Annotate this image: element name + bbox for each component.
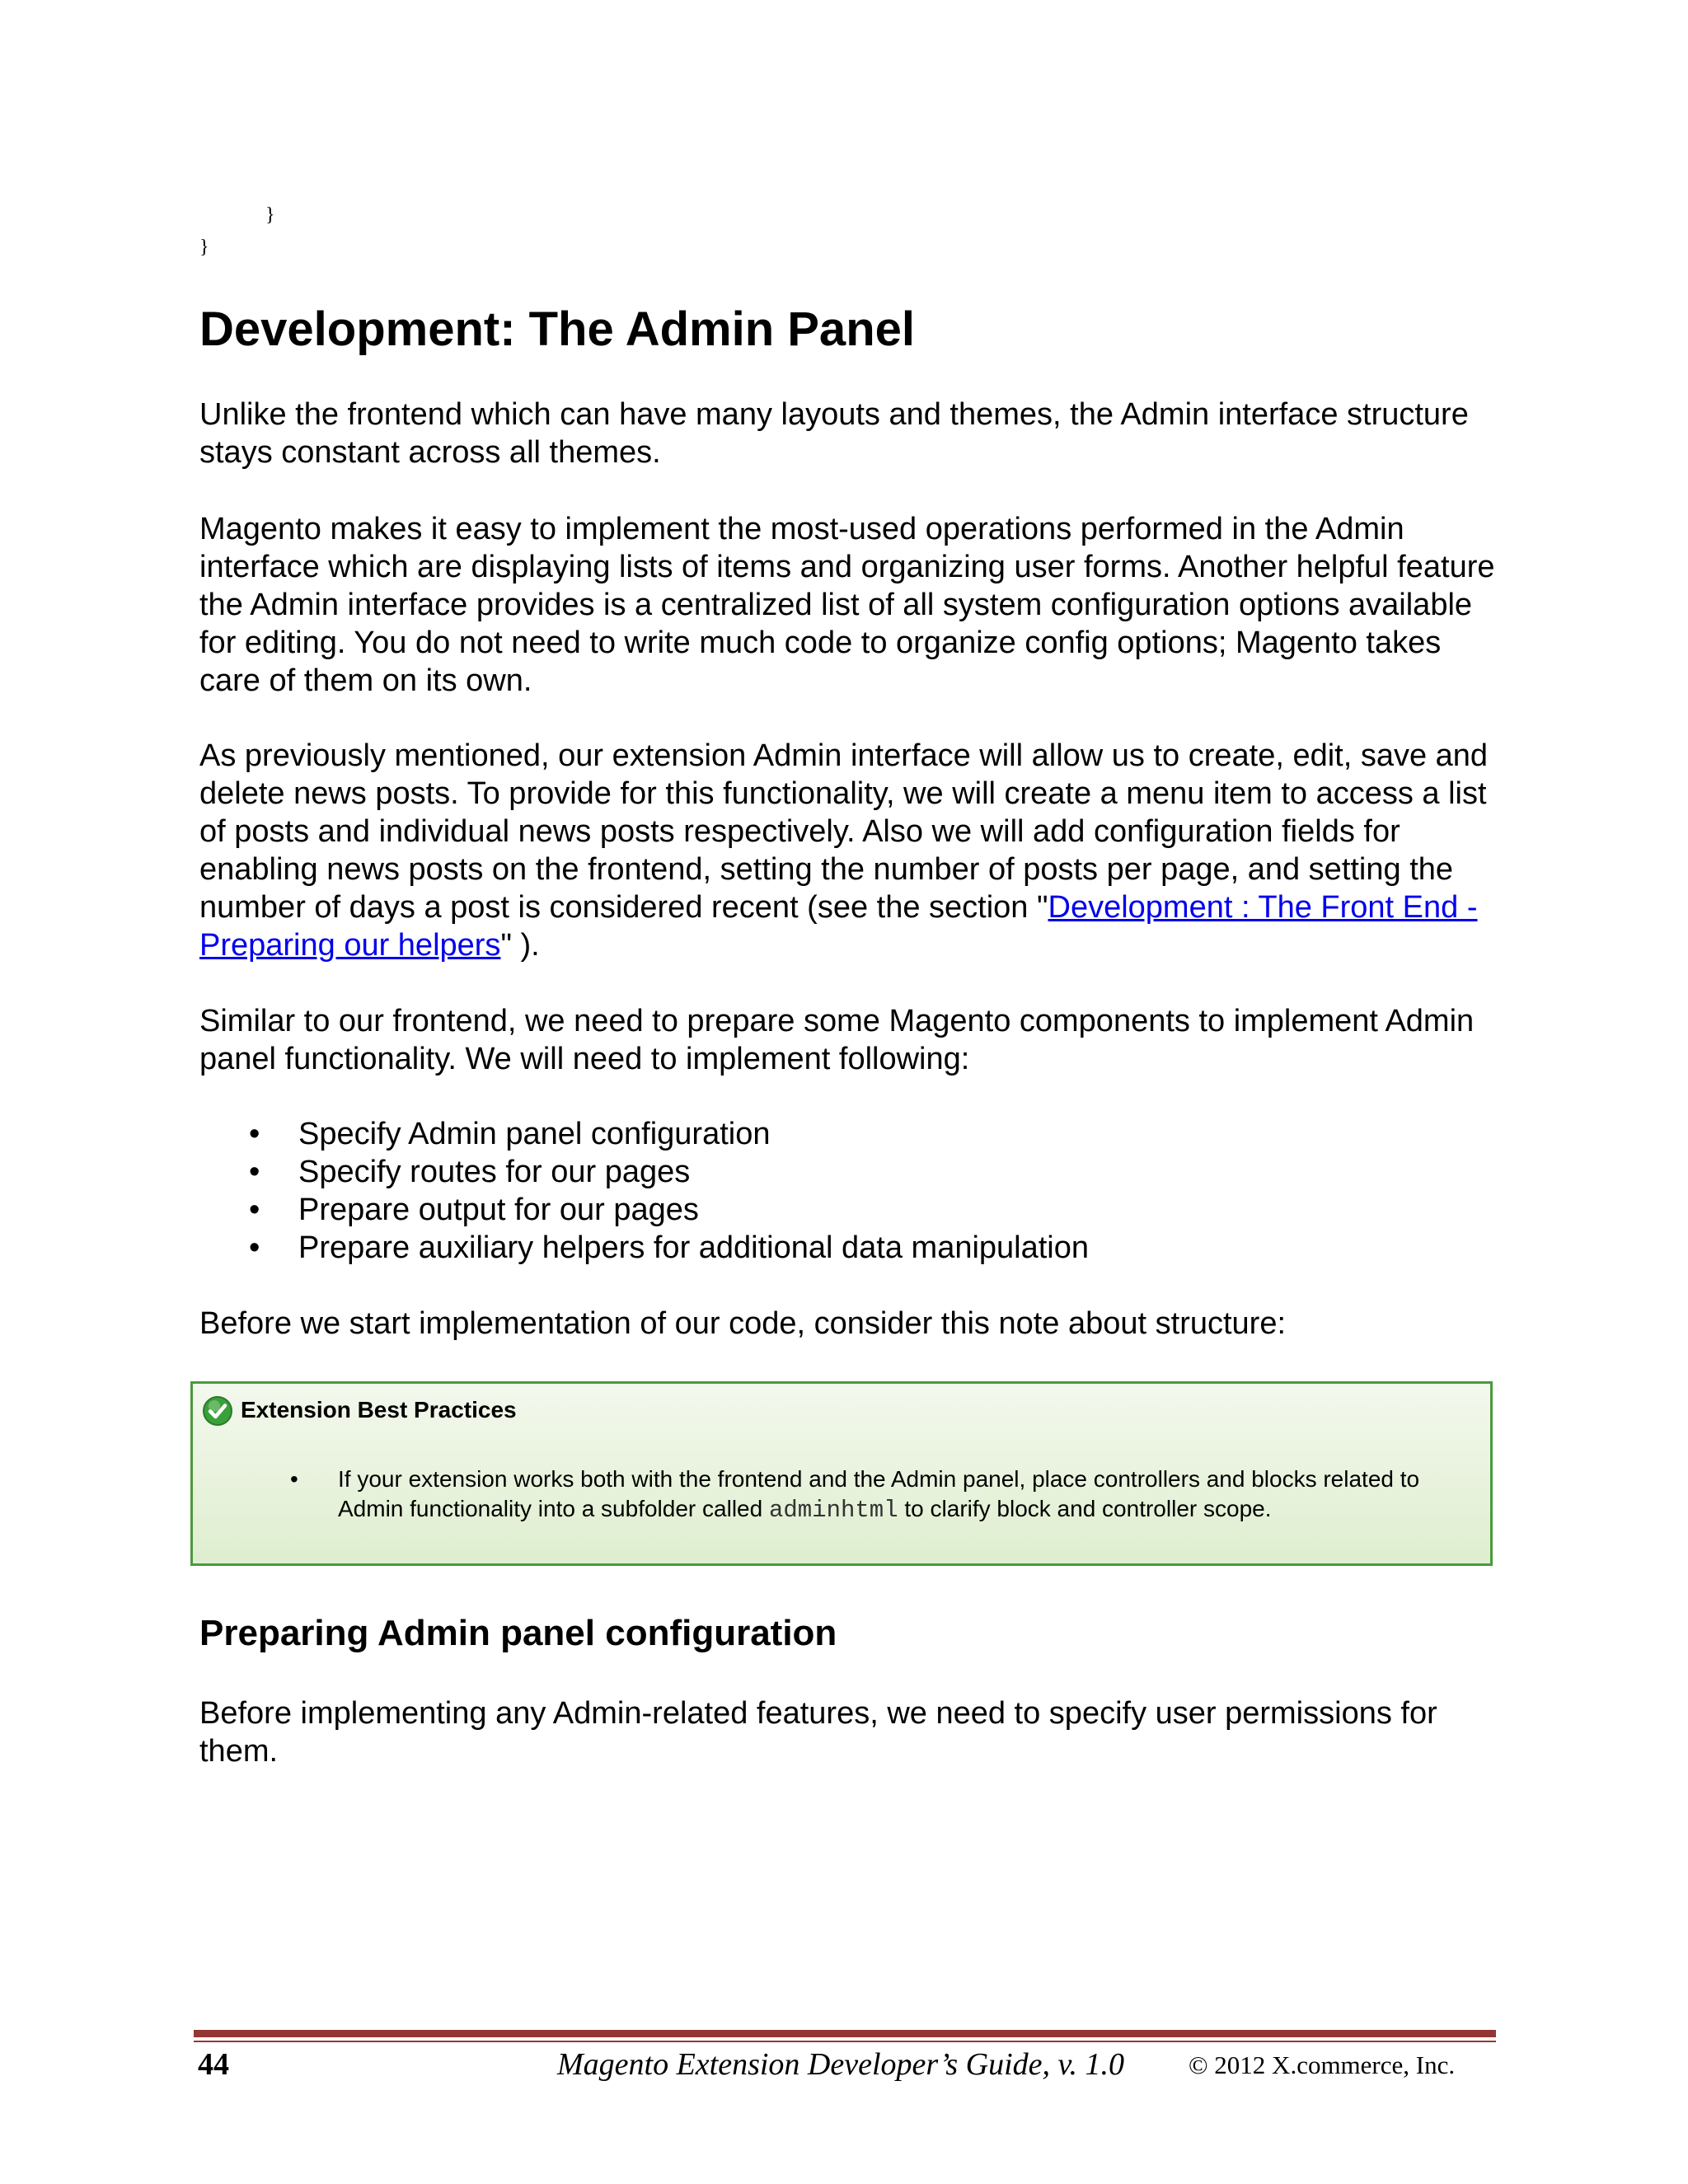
paragraph-permissions: Before implementing any Admin-related features, we need to specify user permissions for them. bbox=[199, 1696, 1437, 1769]
footer-title: Magento Extension Developer’s Guide, v. 1.0 bbox=[557, 2047, 1125, 2082]
note-title: Extension Best Practices bbox=[241, 1397, 517, 1422]
list-item bbox=[199, 1115, 1089, 1153]
check-circle-icon bbox=[202, 1395, 233, 1427]
paragraph-extension-admin bbox=[199, 737, 1502, 964]
footer-rule bbox=[194, 2030, 1496, 2037]
best-practices-note bbox=[190, 1381, 1493, 1566]
bullet-icon: • bbox=[249, 1230, 260, 1265]
implementation-list bbox=[199, 1115, 1089, 1267]
footer-rule-thin bbox=[194, 2041, 1496, 2042]
page-number: 44 bbox=[198, 2047, 229, 2082]
list-item-text: Specify Admin panel configuration bbox=[298, 1117, 771, 1151]
paragraph-text: " ). bbox=[500, 928, 540, 963]
note-text: to clarify block and controller scope. bbox=[898, 1496, 1272, 1521]
note-text: If your extension works both with the frontend and the Admin panel, place controllers and blocks related to Admin functionality into a subfolder called bbox=[338, 1466, 1420, 1521]
paragraph-text: As previously mentioned, our extension Admin interface will allow us to create, edit, save and delete news posts. To provide for this functionality, we will create a menu item to access a list of posts and individual news posts respectively. Also we will add configuration fields for enabling news posts on the frontend, setting the number of posts per page, and setting the number of days a post is considered recent (see the section " bbox=[199, 738, 1489, 925]
section-heading: Development: The Admin Panel bbox=[199, 302, 915, 356]
list-item bbox=[193, 1465, 1490, 1526]
paragraph-intro: Unlike the frontend which can have many layouts and themes, the Admin interface structure stays constant across all themes. bbox=[199, 397, 1469, 470]
bullet-icon: • bbox=[249, 1117, 260, 1151]
subsection-heading: Preparing Admin panel configuration bbox=[199, 1613, 837, 1653]
list-item-text: Prepare auxiliary helpers for additional data manipulation bbox=[298, 1230, 1090, 1265]
note-list bbox=[193, 1465, 1490, 1526]
bullet-icon: • bbox=[249, 1193, 260, 1227]
bullet-icon: • bbox=[290, 1466, 298, 1492]
list-item bbox=[199, 1229, 1089, 1267]
inline-code: adminhtml bbox=[768, 1497, 898, 1524]
paragraph-structure-note: Before we start implementation of our code, consider this note about structure: bbox=[199, 1306, 1287, 1341]
paragraph-operations: Magento makes it easy to implement the most-used operations performed in the Admin interface which are displaying lists of items and organizing user forms. Another helpful feature the Admin interface provides is a centralized list of all system configuration options available for editing. You do not need to write much code to organize config options; Magento takes care of them on its own. bbox=[199, 512, 1495, 698]
paragraph-components: Similar to our frontend, we need to prepare some Magento components to implement Admin panel functionality. We will need to implement following: bbox=[199, 1004, 1475, 1076]
list-item-text: Specify routes for our pages bbox=[298, 1155, 691, 1189]
helpers-section-link[interactable]: Development : The Front End - Preparing our helpers bbox=[199, 890, 1478, 963]
code-closing-brace: } bbox=[265, 204, 275, 226]
bullet-icon: • bbox=[249, 1155, 260, 1189]
code-closing-brace: } bbox=[199, 237, 209, 258]
list-item-text: Prepare output for our pages bbox=[298, 1193, 699, 1227]
list-item bbox=[199, 1153, 1089, 1191]
footer-copyright: © 2012 X.commerce, Inc. bbox=[1189, 2050, 1456, 2079]
list-item bbox=[199, 1191, 1089, 1229]
